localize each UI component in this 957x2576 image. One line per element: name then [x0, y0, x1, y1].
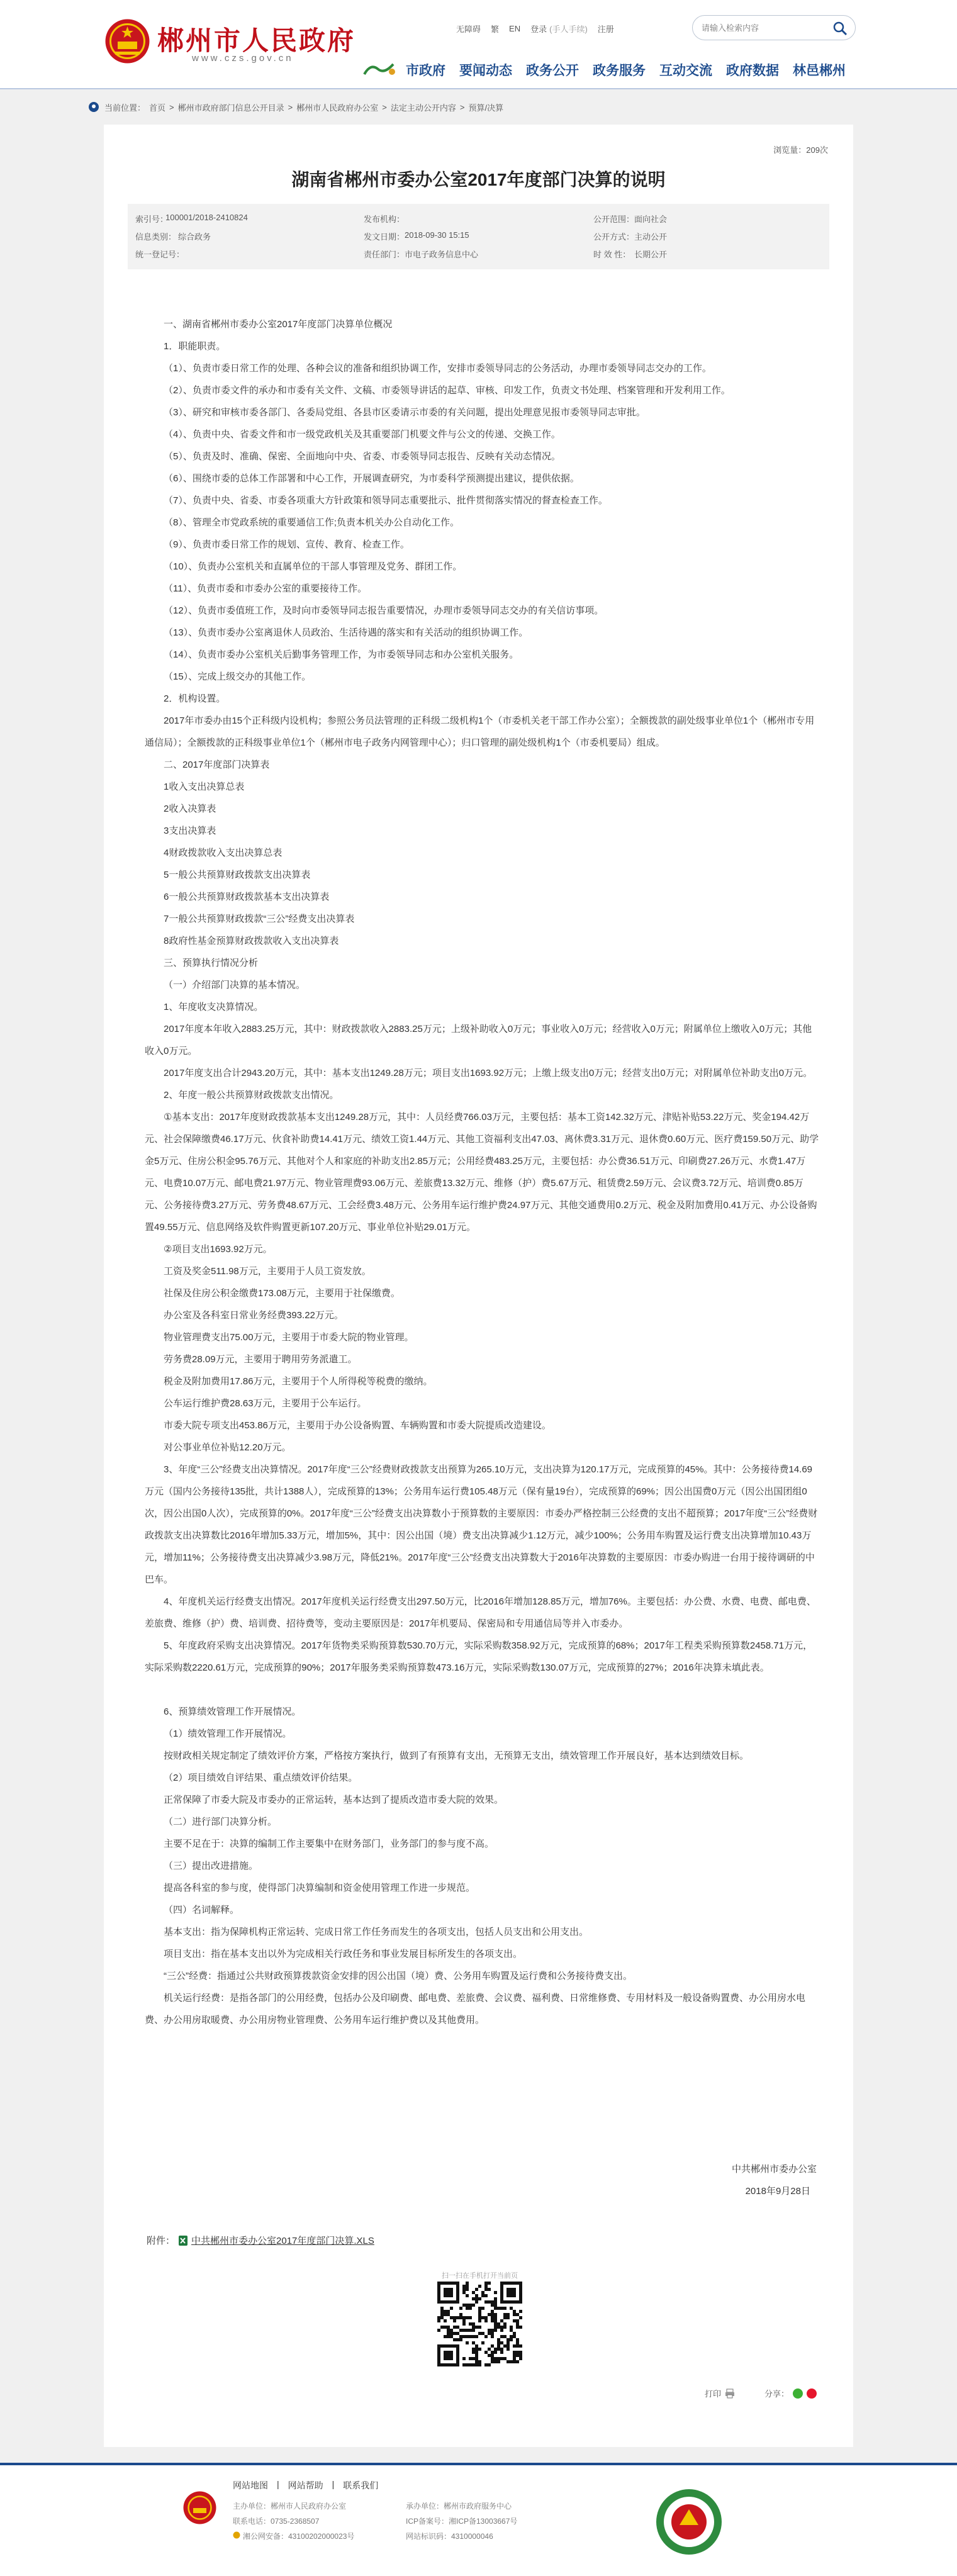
- footer-site-code: 网站标识码：4310000046: [406, 2532, 493, 2541]
- search-icon[interactable]: [832, 21, 848, 36]
- view-count: 浏览量：209次: [773, 145, 828, 155]
- search-input[interactable]: [702, 21, 827, 35]
- article-container: [104, 125, 853, 2447]
- article-paragraph: 3、年度“三公”经费支出决算情况。2017年度“三公”经费财政拨款支出预算为265.10万元，支出决算为120.17万元，完成预算的45%。其中：公务接待费14.69万元（国内公务接待135批，共计1388人），完成预算的13%；公务用车运行费105.48万元（保有量19台），完成预算的69%；因公出国费0万元（因公出国团组0次，因公出国0人次），完成预算的0%。2017年度“三公”经费支出决算数小于预算数的主要原因：市委办严格控制三公经费的支出不超预算；2017年度“三公”经费财政拨款支出决算数比2016年增加5.33万元，增加5%，其中：因公出国（境）费支出决算减少1.12万元，减少100%；公务用车购置及运行费支出决算增加10.43万元，增加11%；公务接待费支出决算减少3.98万元，降低21%。2017年度“三公”经费支出决算数大于2016年决算数的主要原因：市委办购进一台用于接待调研的中巴车。: [145, 1464, 818, 1585]
- article-paragraph: 1．职能职责。: [164, 341, 226, 352]
- article-paragraph: 社保及住房公积金缴费173.08万元，主要用于社保缴费。: [164, 1288, 400, 1299]
- article-paragraph: （5）、负责及时、准确、保密、全面地向中央、省委、市委领导同志报告、反映有关动态情况。: [164, 451, 561, 462]
- nav-gov-affairs[interactable]: 政务公开: [526, 64, 579, 78]
- footer-icp[interactable]: ICP备案号：湘ICP备13003667号: [406, 2517, 518, 2526]
- national-emblem-icon: [104, 18, 151, 65]
- main-nav: [406, 60, 859, 79]
- site-url: www.czs.gov.cn: [192, 53, 294, 64]
- footer-divider: |: [277, 2479, 279, 2489]
- article-paragraph: （7）、负责中央、省委、市委各项重大方针政策和领导同志重要批示、批件贯彻落实情况的督查检查工作。: [164, 495, 608, 506]
- footer-sitemap-link[interactable]: 网站地图: [233, 2480, 268, 2490]
- top-toolbar: [456, 19, 624, 38]
- article-paragraph: 一、湖南省郴州市委办公室2017年度部门决算单位概况: [164, 319, 393, 330]
- breadcrumb-statutory[interactable]: 法定主动公开内容: [390, 103, 456, 113]
- article-paragraph: 2．机构设置。: [164, 693, 226, 704]
- article-paragraph: （12）、负责市委值班工作，及时向市委领导同志报告重要情况，办理市委领导同志交办的有关信访事项。: [164, 605, 604, 616]
- article-paragraph: 工资及奖金511.98万元，主要用于人员工资发放。: [164, 1266, 371, 1277]
- traditional-chinese-link[interactable]: 繁: [491, 24, 500, 34]
- page-title: 湖南省郴州市委办公室2017年度部门决算的说明: [291, 170, 666, 189]
- article-paragraph: （6）、围绕市委的总体工作部署和中心工作，开展调查研究，为市委科学预测提出建议，提供依据。: [164, 473, 579, 484]
- breadcrumb-label: 当前位置：: [104, 103, 146, 113]
- article-paragraph: 4、年度机关运行经费支出情况。2017年度机关运行经费支出297.50万元，比2016年增加128.85万元，增加76%。主要包括：办公费、水费、电费、邮电费、差旅费、维修（护）费、培训费、招待费等，变动主要原因是：2017年机要局、保密局和专用通信局等并入市委办。: [145, 1596, 816, 1629]
- footer-divider: |: [332, 2479, 335, 2489]
- article-paragraph: （8）、管理全市党政系统的重要通信工作;负责本机关办公自动化工作。: [164, 517, 460, 528]
- article-paragraph: 2017年市委办由15个正科级内设机构；参照公务员法管理的正科级二级机构1个（市委机关老干部工作办公室）；全额拨款的副处级事业单位1个（郴州市专用通信局）；全额拨款的正科级事业单位1个（郴州市电子政务内网管理中心）；归口管理的副处级机构1个（市委机要局）组成。: [145, 715, 815, 748]
- search-box: [692, 15, 856, 40]
- document-meta-table: [128, 204, 829, 269]
- meta-method-value: 主动公开: [634, 232, 668, 242]
- article-paragraph: 7一般公共预算财政拨款“三公”经费支出决算表: [164, 914, 355, 924]
- article-paragraph: 1收入支出决算总表: [164, 781, 245, 792]
- article-paragraph: 物业管理费支出75.00万元，主要用于市委大院的物业管理。: [164, 1332, 414, 1343]
- breadcrumb-directory[interactable]: 郴州市政府部门信息公开目录: [177, 103, 284, 113]
- article-paragraph: （四）名词解释。: [164, 1905, 240, 1915]
- article-paragraph: 对公事业单位补贴12.20万元。: [164, 1442, 291, 1453]
- excel-file-icon: [177, 2235, 189, 2246]
- article-paragraph: 提高各科室的参与度，使得部门决算编制和资金使用管理工作进一步规范。: [164, 1883, 476, 1893]
- article-paragraph: 6、预算绩效管理工作开展情况。: [164, 1706, 301, 1717]
- share-bar: [764, 2387, 817, 2399]
- footer-contact-link[interactable]: 联系我们: [343, 2480, 379, 2490]
- article-paragraph: （1）绩效管理工作开展情况。: [164, 1728, 292, 1739]
- share-label: 分享：: [764, 2389, 790, 2399]
- nav-gov-data[interactable]: 政府数据: [726, 64, 779, 78]
- footer-phone: 联系电话：0735-2368507: [233, 2517, 320, 2526]
- meta-category-label: 信息类别：: [135, 232, 177, 242]
- article-paragraph: 机关运行经费：是指各部门的公用经费，包括办公及印刷费、邮电费、差旅费、会议费、福利费、日常维修费、专用材料及一般设备购置费、办公用房水电费、办公用房取暖费、办公用房物业管理费、公务用车运行维护费以及其他费用。: [145, 1993, 806, 2025]
- footer-undertake: 承办单位：郴州市政府服务中心: [406, 2502, 512, 2511]
- article-paragraph: 5、年度政府采购支出决算情况。2017年货物类采购预算数530.70万元，实际采购数358.92万元，完成预算的68%；2017年工程类采购预算数2458.71万元，实际采购数2220.61万元，完成预算的90%；2017年服务类采购预算数473.16万元，实际采购数130.07万元，完成预算的27%；2016年决算未填此表。: [145, 1640, 813, 1673]
- weibo-icon[interactable]: [807, 2388, 817, 2399]
- user-hint: (手人手续): [549, 24, 588, 34]
- article-paragraph: （9）、负责市委日常工作的规划、宣传、教育、检查工作。: [164, 539, 410, 550]
- english-link[interactable]: EN: [509, 23, 521, 33]
- article-paragraph: （三）提出改进措施。: [164, 1861, 259, 1871]
- article-paragraph: （2）项目绩效自评结果、重点绩效评价结果。: [164, 1772, 358, 1783]
- article-paragraph: 三、预算执行情况分析: [164, 958, 259, 968]
- article-paragraph: 2收入决算表: [164, 804, 216, 814]
- site-title: 郴州市人民政府: [157, 25, 356, 56]
- article-paragraph: 劳务费28.09万元，主要用于聘用劳务派遣工。: [164, 1354, 357, 1365]
- article-paragraph: （4）、负责中央、省委文件和市一级党政机关及其重要部门机要文件与公文的传递、交换工作。: [164, 429, 561, 440]
- article-paragraph: 6一般公共预算财政拨款基本支出决算表: [164, 892, 330, 902]
- article-paragraph: “三公”经费：指通过公共财政预算拨款资金安排的因公出国（境）费、公务用车购置及运行费和公务接待费支出。: [164, 1971, 632, 1981]
- article-paragraph: 2017年度支出合计2943.20万元，其中：基本支出1249.28万元；项目支出1693.92万元；上缴上级支出0万元；经营支出0万元；对附属单位补助支出0万元。: [164, 1068, 813, 1078]
- article-paragraph: 正常保障了市委大院及市委办的正常运转，基本达到了提质改造市委大院的效果。: [164, 1795, 504, 1805]
- article-paragraph: 1、年度收支决算情况。: [164, 1002, 264, 1012]
- article-paragraph: （15）、完成上级交办的其他工作。: [164, 671, 311, 682]
- printer-icon: [725, 2388, 735, 2399]
- gov-site-badge-icon[interactable]: [654, 2487, 724, 2556]
- breadcrumb-office[interactable]: 郴州市人民政府办公室: [296, 103, 379, 113]
- signing-organization: 中共郴州市委办公室: [731, 2164, 817, 2175]
- nav-city-government[interactable]: 市政府: [406, 64, 445, 78]
- meta-method-label: 公开方式：: [593, 232, 635, 242]
- print-button[interactable]: [705, 2387, 735, 2399]
- attachment: [147, 2234, 374, 2247]
- meta-source-label: 发布机构：: [364, 215, 405, 224]
- police-badge-icon: [233, 2531, 240, 2539]
- nav-news[interactable]: 要闻动态: [459, 64, 512, 78]
- nav-interaction[interactable]: 互动交流: [659, 64, 712, 78]
- meta-scope-value: 面向社会: [634, 215, 668, 224]
- article-paragraph: 主要不足在于：决算的编制工作主要集中在财务部门，业务部门的参与度不高。: [164, 1839, 495, 1849]
- footer-police[interactable]: 湘公网安备：43100202000023号: [243, 2532, 355, 2541]
- article-paragraph: 项目支出：指在基本支出以外为完成相关行政任务和事业发展目标所发生的各项支出。: [164, 1949, 523, 1959]
- breadcrumb-home[interactable]: 首页: [149, 103, 166, 113]
- attachment-label: 附件：: [147, 2236, 176, 2246]
- breadcrumb: [88, 94, 856, 120]
- meta-index-label: 索引号：: [135, 215, 169, 224]
- nav-linyi-chenzhou[interactable]: 林邑郴州: [793, 64, 846, 78]
- article-paragraph: （14）、负责市委办公室机关后勤事务管理工作，为市委领导同志和办公室机关服务。: [164, 649, 519, 660]
- footer-host: 主办单位：郴州市人民政府办公室: [233, 2502, 347, 2511]
- site-footer: [0, 2463, 957, 2576]
- site-logo[interactable]: [104, 18, 368, 74]
- site-header: [0, 0, 957, 89]
- article-paragraph: 基本支出：指为保障机构正常运转、完成日常工作任务而发生的各项支出，包括人员支出和公用支出。: [164, 1927, 589, 1937]
- meta-category-value: 综合政务: [178, 232, 211, 242]
- article-paragraph: （1）、负责市委日常工作的处理、各种会议的准备和组织协调工作，安排市委领导同志的公务活动，办理市委领导同志交办的工作。: [164, 363, 712, 374]
- register-link[interactable]: 注册: [597, 24, 614, 34]
- article-paragraph: 5一般公共预算财政拨款支出决算表: [164, 870, 311, 880]
- breadcrumb-budget[interactable]: 预算/决算: [468, 103, 504, 113]
- article-paragraph: 办公室及各科室日常业务经费393.22万元。: [164, 1310, 344, 1321]
- footer-links: [233, 2479, 387, 2492]
- article-paragraph: 3支出决算表: [164, 826, 216, 836]
- meta-doc-label: 统一登记号：: [135, 250, 185, 259]
- signing-date: 2018年9月28日: [745, 2186, 810, 2197]
- print-label: 打印: [705, 2389, 722, 2399]
- breadcrumb-separator: >: [169, 102, 174, 112]
- meta-validity-label: 时 效 性：: [593, 250, 631, 259]
- article-paragraph: （二）进行部门决算分析。: [164, 1817, 277, 1827]
- meta-responsible-value: 市电子政务信息中心: [405, 250, 479, 259]
- article-paragraph: 8政府性基金预算财政拨款收入支出决算表: [164, 936, 339, 946]
- article-paragraph: （10）、负责办公室机关和直属单位的干部人事管理及党务、群团工作。: [164, 561, 462, 572]
- footer-emblem-icon: [182, 2490, 217, 2525]
- breadcrumb-separator: >: [288, 102, 293, 112]
- meta-validity-value: 长期公开: [634, 250, 668, 259]
- article-paragraph: ①基本支出：2017年度财政拨款基本支出1249.28万元，其中：人员经费766.03万元，主要包括：基本工资142.32万元、津贴补贴53.22万元、奖金194.42万元、社会保障缴费46.17万元、伙食补助费14.41万元、绩效工资1.44万元、其他工资福利支出47.03、离休费3.31万元、退休费0.60万元、医疗费159.50万元、助学金5万元、住房公积金95.76万元、其他对个人和家庭的补助支出2.85万元；公用经费483.25万元，主要包括：办公费36.51万元、印刷费27.26万元、水费1.47万元、电费10.07万元、邮电费21.97万元、物业管理费93.06万元、差旅费13.32万元、维修（护）费5.67万元、租赁费2.59万元、会议费3.72万元、培训费0.85万元、公务接待费3.27万元、劳务费48.67万元、工会经费3.48万元、公务用车运行维护费24.97万元、其他交通费用0.2万元、税金及附加费用0.41万元、办公设备购置49.55万元、信息网络及软件购置更新107.20万元、事业单位补贴29.01万元。: [145, 1112, 819, 1233]
- qr-caption: 扫一扫在手机打开当前页: [442, 2272, 518, 2280]
- article-paragraph: [145, 1679, 821, 1701]
- meta-date-label: 发文日期：: [364, 232, 405, 242]
- qr-code: [437, 2282, 522, 2366]
- article-paragraph: 2、年度一般公共预算财政拨款支出情况。: [164, 1090, 339, 1100]
- article-paragraph: 市委大院专项支出453.86万元，主要用于办公设备购置、车辆购置和市委大院提质改造建设。: [164, 1420, 551, 1431]
- article-paragraph: （3）、研究和审核市委各部门、各委局党组、各县市区委请示市委的有关问题，提出处理意见报市委领导同志审批。: [164, 407, 646, 418]
- article-paragraph: 二、2017年度部门决算表: [164, 759, 270, 770]
- meta-date-value: 2018-09-30 15:15: [405, 230, 469, 240]
- article-paragraph: （11）、负责市委和市委办公室的重要接待工作。: [164, 583, 367, 594]
- accessibility-link[interactable]: 无障碍: [456, 24, 481, 34]
- breadcrumb-separator: >: [382, 102, 387, 112]
- meta-index-value: 100001/2018-2410824: [165, 213, 248, 222]
- breadcrumb-separator: >: [459, 102, 465, 112]
- article-body: [145, 313, 821, 2031]
- article-paragraph: 公车运行维护费28.63万元，主要用于公车运行。: [164, 1398, 367, 1409]
- article-paragraph: 税金及附加费用17.86万元，主要用于个人所得税等税费的缴纳。: [164, 1376, 433, 1387]
- meta-scope-label: 公开范围：: [593, 215, 635, 224]
- article-paragraph: ②项目支出1693.92万元。: [164, 1244, 272, 1255]
- article-paragraph: （2）、负责市委文件的承办和市委有关文件、文稿、市委领导讲话的起草、审核、印发工作，负责文书处理、档案管理和开发利用工作。: [164, 385, 730, 396]
- login-link[interactable]: 登录: [530, 24, 547, 34]
- article-paragraph: （13）、负责市委办公室离退休人员政治、生活待遇的落实和有关活动的组织协调工作。: [164, 627, 529, 638]
- article-paragraph: （一）介绍部门决算的基本情况。: [164, 980, 306, 990]
- nav-gov-services[interactable]: 政务服务: [593, 64, 646, 78]
- attachment-link[interactable]: 中共郴州市委办公室2017年度部门决算.XLS: [191, 2236, 374, 2246]
- article-paragraph: 4财政拨款收入支出决算总表: [164, 848, 283, 858]
- article-paragraph: 2017年度本年收入2883.25万元，其中：财政拨款收入2883.25万元；上级补助收入0万元；事业收入0万元；经营收入0万元；附属单位上缴收入0万元；其他收入0万元。: [145, 1024, 812, 1056]
- footer-help-link[interactable]: 网站帮助: [288, 2480, 323, 2490]
- wechat-icon[interactable]: [793, 2388, 803, 2399]
- nav-decoration-icon: [362, 60, 396, 78]
- location-pin-icon: [88, 101, 99, 113]
- article-paragraph: 按财政相关规定制定了绩效评价方案，严格按方案执行，做到了有预算有支出，无预算无支出，绩效管理工作开展良好，基本达到绩效目标。: [164, 1750, 749, 1761]
- meta-responsible-label: 责任部门：: [364, 250, 405, 259]
